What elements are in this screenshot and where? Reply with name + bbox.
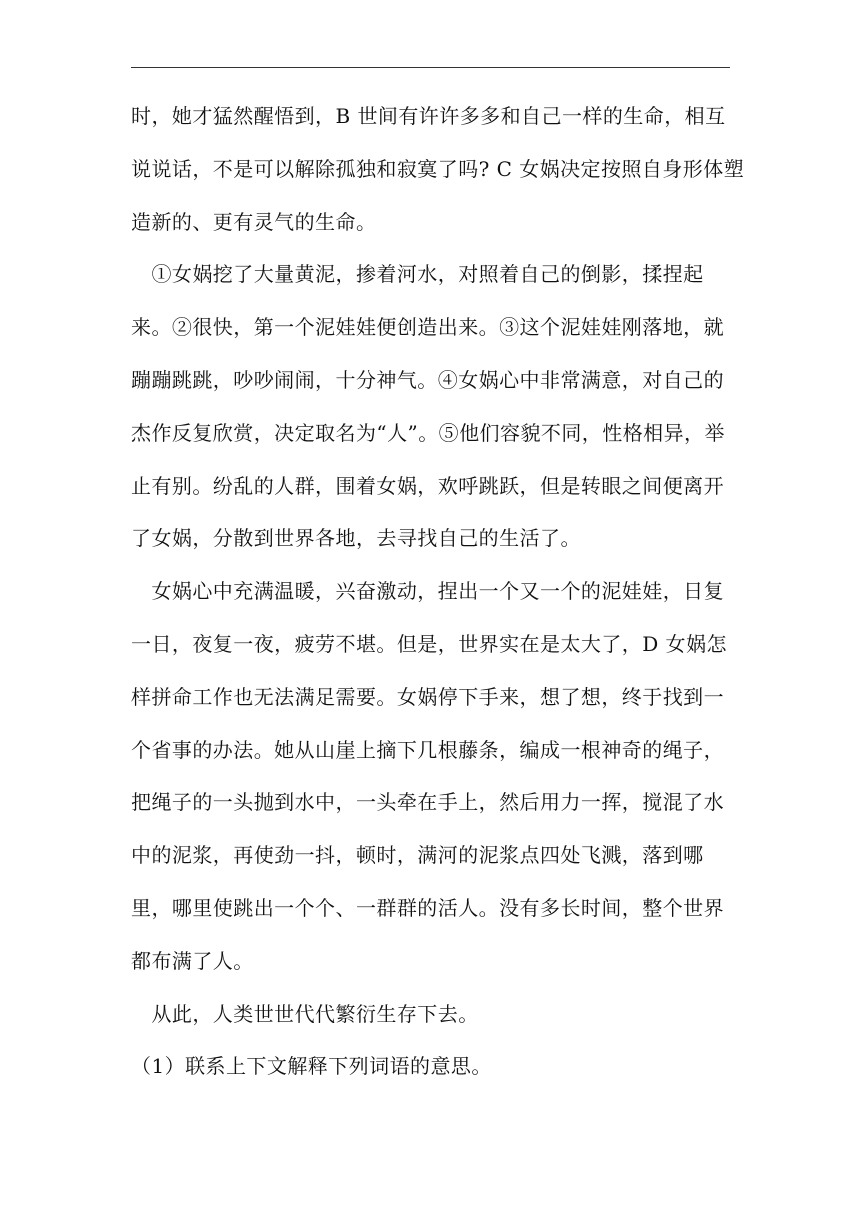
text-line: 杰作反复欣赏，决定取名为“人”。⑤他们容貌不同，性格相异，举 [131,420,725,445]
text-line: 都布满了人。 [131,948,254,973]
question-line: （1）联系上下文解释下列词语的意思。 [131,1054,492,1079]
text-line: 一日，夜复一夜，疲劳不堪。但是，世界实在是太大了，D 女娲怎 [131,631,727,656]
text-line: 造新的、更有灵气的生命。 [131,209,377,234]
text-line: 女娲心中充满温暖，兴奋激动，捏出一个又一个的泥娃娃，日复 [131,579,725,604]
header-rule [131,67,730,68]
text-line: 中的泥浆，再使劲一抖，顿时，满河的泥浆点四处飞溅，落到哪 [131,843,704,868]
text-line: 个省事的办法。她从山崖上摘下几根藤条，编成一根神奇的绳子， [131,737,725,762]
text-line: 止有别。纷乱的人群，围着女娲，欢呼跳跃，但是转眼之间便离开 [131,473,725,498]
text-line: 来。②很快，第一个泥娃娃便创造出来。③这个泥娃娃刚落地，就 [131,315,725,340]
text-line: 样拼命工作也无法满足需要。女娲停下手来，想了想，终于找到一 [131,684,725,709]
passage-text [131,95,745,1098]
text-line: 里，哪里使跳出一个个、一群群的活人。没有多长时间，整个世界 [131,895,725,920]
text-line: 从此，人类世世代代繁衍生存下去。 [131,1001,479,1026]
text-line: ①女娲挖了大量黄泥，掺着河水，对照着自己的倒影，揉捏起 [131,262,704,287]
text-line: 蹦蹦跳跳，吵吵闹闹，十分神气。④女娲心中非常满意，对自己的 [131,367,725,392]
text-line: 说说话，不是可以解除孤独和寂寞了吗? C 女娲决定按照自身形体塑 [131,156,745,181]
text-line: 了女娲，分散到世界各地，去寻找自己的生活了。 [131,526,581,551]
text-line: 时，她才猛然醒悟到，B 世间有许许多多和自己一样的生命，相互 [131,104,726,128]
text-line: 把绳子的一头抛到水中，一头牵在手上，然后用力一挥，搅混了水 [131,790,725,815]
